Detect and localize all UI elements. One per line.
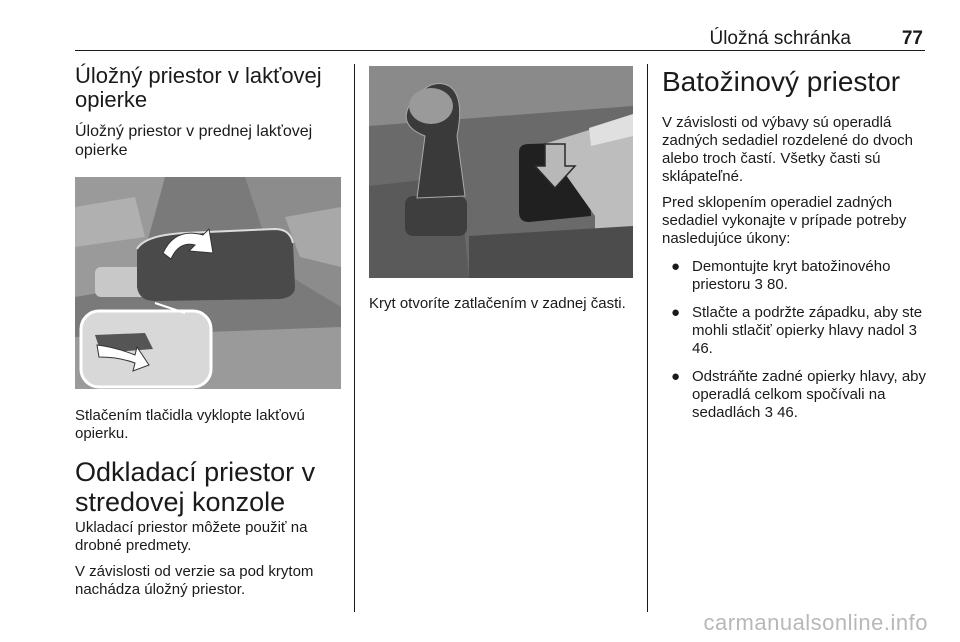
list-item-text: Demontujte kryt batožinového priestoru [692,258,891,293]
figure-armrest [75,177,341,389]
column-divider-1 [354,64,355,612]
list-item [662,304,928,358]
subsection-title-front-armrest: Úložný priestor v prednej lakťovej opierke [75,123,313,159]
section-title-armrest: Úložný priestor v lakťovej opierke [75,63,322,112]
paragraph-console-1: Ukladací priestor môžete použiť na drobné predmety. [75,519,308,554]
list-item [662,258,928,294]
chapter-title: Úložná schránka [709,28,851,49]
figure-console [369,66,633,278]
column-divider-2 [647,64,648,612]
paragraph-luggage-1: V závislosti od výbavy sú operadlá zadných sedadiel rozdelené do dvoch alebo troch častí. Všetky časti sú sklápateľné. [662,114,914,185]
bullet-icon: ● [671,258,681,275]
page-header [75,28,925,52]
page-reference-link[interactable]: 3 46. [692,322,917,357]
list-item-text: Odstráňte zadné opierky hlavy, aby operadlá celkom spočívali na sedadlách [692,368,927,421]
column-3 [662,64,928,432]
paragraph-console-2: V závislosti od verzie sa pod krytom nachádza úložný priestor. [75,563,314,598]
header-rule [75,50,925,51]
section-title-console: Odkladací priestor v stredovej konzole [75,457,316,517]
bullet-icon: ● [671,304,681,321]
steps-list [662,258,928,422]
column-2 [369,64,633,313]
list-item [662,368,928,422]
bullet-icon: ● [671,368,681,385]
list-item-text: Stlačte a podržte západku, aby ste mohli stlačiť opierky hlavy nadol [692,304,923,339]
watermark: carmanualsonline.info [703,610,928,635]
page-reference-link[interactable]: 3 80. [754,276,788,293]
paragraph-luggage-2: Pred sklopením operadiel zadných sedadiel vykonajte v prípade potreby nasledujúce úkony: [662,194,907,247]
page-reference-link[interactable]: 3 46. [764,404,798,421]
armrest-illustration [75,177,341,389]
caption-console: Kryt otvoríte zatlačením v zadnej časti. [369,295,626,312]
page-number: 77 [901,28,923,49]
console-illustration [369,66,633,278]
column-1 [75,64,343,599]
section-title-luggage: Batožinový priestor [662,66,901,97]
caption-armrest: Stlačením tlačidla vyklopte lakťovú opierku. [75,407,305,442]
